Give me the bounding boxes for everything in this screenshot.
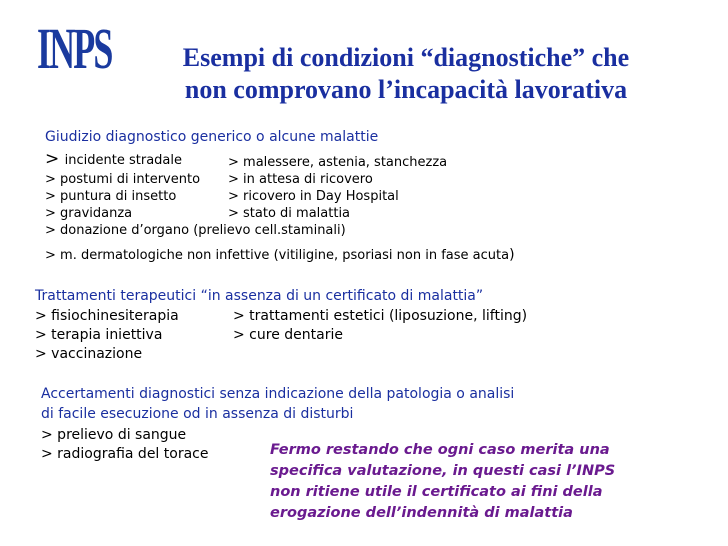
section3-line-1: > prelievo di sangue	[41, 427, 187, 443]
section1-row-4-right: > stato di malattia	[228, 206, 351, 221]
section1-row-2-right: > in attesa di ricovero	[228, 172, 373, 187]
item-label: > m. dermatologiche non infettive (vitiligine, psoriasi non in fase acuta	[45, 248, 510, 263]
section1-row-1-left	[45, 149, 182, 169]
title-line-1: Esempi di condizioni “diagnostiche” che	[182, 43, 630, 72]
section3-heading-1: Accertamenti diagnostici senza indicazione della patologia o analisi	[41, 386, 515, 402]
callout-note	[270, 440, 720, 524]
section1-heading: Giudizio diagnostico generico o alcune malattie	[45, 129, 379, 145]
section2-line-3: > vaccinazione	[35, 346, 143, 362]
section1-line-6	[45, 244, 515, 263]
section3-heading-2: di facile esecuzione od in assenza di disturbi	[41, 406, 354, 422]
section1-row-2-left: > postumi di intervento	[45, 172, 201, 187]
page-title	[116, 42, 696, 106]
callout-line-4: erogazione dell’indennità di malattia	[270, 505, 573, 521]
section2-row-2-right: > cure dentarie	[233, 327, 343, 343]
callout-line-1: Fermo restando che ogni caso merita una	[270, 442, 610, 458]
callout-line-3: non ritiene utile il certificato ai fini della	[270, 484, 603, 500]
inps-logo: INPS	[37, 16, 112, 81]
title-line-2: non comprovano l’incapacità lavorativa	[184, 75, 628, 104]
section1-row-3-left: > puntura di insetto	[45, 189, 177, 204]
section2-row-1-right: > trattamenti estetici (liposuzione, lifting)	[233, 308, 528, 324]
section1-line-5: > donazione d’organo (prelievo cell.staminali)	[45, 223, 346, 238]
section1-row-3-right: > ricovero in Day Hospital	[228, 189, 399, 204]
section3-line-2: > radiografia del torace	[41, 446, 209, 462]
section2-row-2-left: > terapia iniettiva	[35, 327, 163, 343]
section1-row-4-left: > gravidanza	[45, 206, 133, 221]
section1-row-1-right: > malessere, astenia, stanchezza	[228, 155, 448, 170]
callout-line-2: specifica valutazione, in questi casi l’INPS	[270, 463, 616, 479]
section2-heading: Trattamenti terapeutici “in assenza di un certificato di malattia”	[35, 288, 484, 304]
section2-row-1-left: > fisiochinesiterapia	[35, 308, 179, 324]
bullet: >	[45, 149, 65, 169]
item-label: incidente stradale	[64, 153, 182, 168]
closing-paren: )	[509, 247, 515, 263]
